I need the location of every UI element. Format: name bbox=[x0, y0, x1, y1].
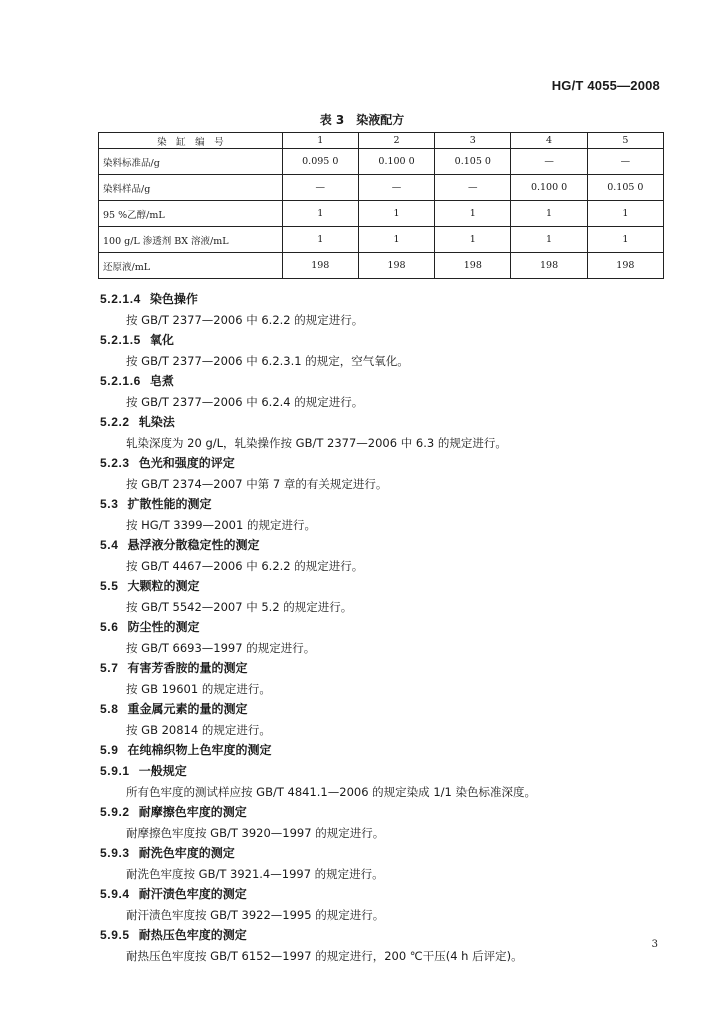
section-5-2-3 bbox=[100, 453, 680, 494]
section-title: 皂煮 bbox=[149, 374, 174, 388]
row-label: 100 g/L 渗透剂 BX 溶液/mL bbox=[99, 227, 283, 253]
section-number: 5.2.1.5 bbox=[100, 333, 141, 347]
section-number: 5.2.3 bbox=[100, 456, 130, 470]
section-heading bbox=[100, 535, 680, 556]
table-cell: 1 bbox=[511, 201, 587, 227]
section-title: 轧染法 bbox=[138, 415, 175, 429]
section-heading bbox=[100, 617, 680, 638]
section-number: 5.7 bbox=[100, 661, 119, 675]
column-header: 1 bbox=[282, 133, 358, 149]
table-row bbox=[99, 253, 664, 279]
table-cell: 198 bbox=[435, 253, 511, 279]
section-heading bbox=[100, 740, 680, 761]
column-header: 2 bbox=[358, 133, 434, 149]
section-number: 5.6 bbox=[100, 620, 119, 634]
table-cell: 1 bbox=[435, 227, 511, 253]
column-header-vat-number: 染 缸 编 号 bbox=[99, 133, 283, 149]
section-paragraph: 耐洗色牢度按 GB/T 3921.4—1997 的规定进行。 bbox=[126, 867, 384, 881]
section-heading bbox=[100, 453, 680, 474]
section-heading bbox=[100, 412, 680, 433]
dye-formula-table bbox=[98, 132, 664, 279]
section-number: 5.3 bbox=[100, 497, 119, 511]
table-cell: 1 bbox=[587, 227, 663, 253]
section-paragraph: 耐热压色牢度按 GB/T 6152—1997 的规定进行，200 ℃干压(4 h 后评定)。 bbox=[126, 949, 523, 963]
section-paragraph: 按 GB/T 4467—2006 中 6.2.2 的规定进行。 bbox=[126, 559, 364, 573]
section-paragraph: 所有色牢度的测试样应按 GB/T 4841.1—2006 的规定染成 1/1 染色标准深度。 bbox=[126, 785, 536, 799]
row-label: 95 %乙醇/mL bbox=[99, 201, 283, 227]
section-heading bbox=[100, 699, 680, 720]
table-cell: 198 bbox=[358, 253, 434, 279]
section-5-5 bbox=[100, 576, 680, 617]
section-heading bbox=[100, 925, 680, 946]
section-title: 耐摩擦色牢度的测定 bbox=[138, 805, 247, 819]
row-label: 染料样品/g bbox=[99, 175, 283, 201]
section-paragraph: 按 GB/T 2374—2007 中第 7 章的有关规定进行。 bbox=[126, 477, 388, 491]
section-title: 悬浮液分散稳定性的测定 bbox=[127, 538, 260, 552]
section-5-9 bbox=[100, 740, 680, 761]
section-5-9-3 bbox=[100, 843, 680, 884]
table-cell: 1 bbox=[435, 201, 511, 227]
table-cell: 0.100 0 bbox=[511, 175, 587, 201]
section-title: 有害芳香胺的量的测定 bbox=[127, 661, 248, 675]
section-number: 5.5 bbox=[100, 579, 119, 593]
section-number: 5.2.1.4 bbox=[100, 292, 141, 306]
table-header-row bbox=[99, 133, 664, 149]
section-heading bbox=[100, 761, 680, 782]
section-heading bbox=[100, 576, 680, 597]
document-body bbox=[100, 289, 680, 966]
section-5-9-5 bbox=[100, 925, 680, 966]
table-row bbox=[99, 175, 664, 201]
section-heading bbox=[100, 658, 680, 679]
section-5-3 bbox=[100, 494, 680, 535]
section-number: 5.2.1.6 bbox=[100, 374, 141, 388]
section-heading bbox=[100, 494, 680, 515]
table-cell: 1 bbox=[587, 201, 663, 227]
table-cell: — bbox=[282, 175, 358, 201]
section-paragraph: 按 GB/T 2377—2006 中 6.2.2 的规定进行。 bbox=[126, 313, 364, 327]
page-number: 3 bbox=[651, 939, 658, 950]
section-paragraph: 按 GB 19601 的规定进行。 bbox=[126, 682, 271, 696]
table-cell: 1 bbox=[511, 227, 587, 253]
section-title: 大颗粒的测定 bbox=[127, 579, 200, 593]
section-title: 在纯棉织物上色牢度的测定 bbox=[127, 743, 272, 757]
table-cell: — bbox=[358, 175, 434, 201]
section-5-9-1 bbox=[100, 761, 680, 802]
section-number: 5.8 bbox=[100, 702, 119, 716]
standard-code: HG/T 4055—2008 bbox=[551, 78, 660, 93]
table-cell: 198 bbox=[282, 253, 358, 279]
section-heading bbox=[100, 843, 680, 864]
section-heading bbox=[100, 289, 680, 310]
table-cell: 1 bbox=[358, 201, 434, 227]
section-paragraph: 按 GB/T 5542—2007 中 5.2 的规定进行。 bbox=[126, 600, 353, 614]
section-number: 5.9.4 bbox=[100, 887, 130, 901]
column-header: 4 bbox=[511, 133, 587, 149]
table-row bbox=[99, 227, 664, 253]
section-number: 5.2.2 bbox=[100, 415, 130, 429]
section-paragraph: 按 HG/T 3399—2001 的规定进行。 bbox=[126, 518, 316, 532]
table-row bbox=[99, 149, 664, 175]
table-cell: 198 bbox=[511, 253, 587, 279]
column-header: 5 bbox=[587, 133, 663, 149]
section-title: 耐热压色牢度的测定 bbox=[138, 928, 247, 942]
section-paragraph: 耐汗渍色牢度按 GB/T 3922—1995 的规定进行。 bbox=[126, 908, 385, 922]
table-cell: 0.100 0 bbox=[358, 149, 434, 175]
section-title: 防尘性的测定 bbox=[127, 620, 200, 634]
section-5-8 bbox=[100, 699, 680, 740]
section-heading bbox=[100, 330, 680, 351]
table-cell: 1 bbox=[358, 227, 434, 253]
section-paragraph: 按 GB/T 2377—2006 中 6.2.3.1 的规定，空气氧化。 bbox=[126, 354, 409, 368]
table-cell: 0.105 0 bbox=[435, 149, 511, 175]
section-number: 5.9.2 bbox=[100, 805, 130, 819]
section-5-2-1-5 bbox=[100, 330, 680, 371]
section-5-9-2 bbox=[100, 802, 680, 843]
section-paragraph: 按 GB/T 6693—1997 的规定进行。 bbox=[126, 641, 316, 655]
section-title: 色光和强度的评定 bbox=[138, 456, 235, 470]
section-title: 一般规定 bbox=[138, 764, 187, 778]
section-title: 扩散性能的测定 bbox=[127, 497, 212, 511]
section-number: 5.4 bbox=[100, 538, 119, 552]
table-cell: 1 bbox=[282, 201, 358, 227]
table-cell: — bbox=[587, 149, 663, 175]
section-heading bbox=[100, 884, 680, 905]
section-5-4 bbox=[100, 535, 680, 576]
table-cell: 0.095 0 bbox=[282, 149, 358, 175]
section-5-2-2 bbox=[100, 412, 680, 453]
section-paragraph: 按 GB/T 2377—2006 中 6.2.4 的规定进行。 bbox=[126, 395, 364, 409]
section-title: 重金属元素的量的测定 bbox=[127, 702, 248, 716]
table-cell: — bbox=[435, 175, 511, 201]
section-title: 耐汗渍色牢度的测定 bbox=[138, 887, 247, 901]
table-caption: 表 3 染液配方 bbox=[319, 113, 405, 127]
column-header: 3 bbox=[435, 133, 511, 149]
section-5-7 bbox=[100, 658, 680, 699]
section-number: 5.9 bbox=[100, 743, 119, 757]
section-paragraph: 耐摩擦色牢度按 GB/T 3920—1997 的规定进行。 bbox=[126, 826, 385, 840]
section-5-6 bbox=[100, 617, 680, 658]
section-heading bbox=[100, 371, 680, 392]
section-number: 5.9.5 bbox=[100, 928, 130, 942]
section-title: 染色操作 bbox=[149, 292, 198, 306]
section-title: 耐洗色牢度的测定 bbox=[138, 846, 235, 860]
section-5-9-4 bbox=[100, 884, 680, 925]
section-paragraph: 轧染深度为 20 g/L，轧染操作按 GB/T 2377—2006 中 6.3 的规定进行。 bbox=[126, 436, 507, 450]
section-number: 5.9.3 bbox=[100, 846, 130, 860]
section-title: 氧化 bbox=[149, 333, 174, 347]
table-row bbox=[99, 201, 664, 227]
table-cell: 198 bbox=[587, 253, 663, 279]
table-cell: 1 bbox=[282, 227, 358, 253]
table-cell: — bbox=[511, 149, 587, 175]
section-5-2-1-6 bbox=[100, 371, 680, 412]
section-heading bbox=[100, 802, 680, 823]
table-cell: 0.105 0 bbox=[587, 175, 663, 201]
section-number: 5.9.1 bbox=[100, 764, 130, 778]
row-label: 还原液/mL bbox=[99, 253, 283, 279]
section-5-2-1-4 bbox=[100, 289, 680, 330]
row-label: 染料标准品/g bbox=[99, 149, 283, 175]
section-paragraph: 按 GB 20814 的规定进行。 bbox=[126, 723, 271, 737]
